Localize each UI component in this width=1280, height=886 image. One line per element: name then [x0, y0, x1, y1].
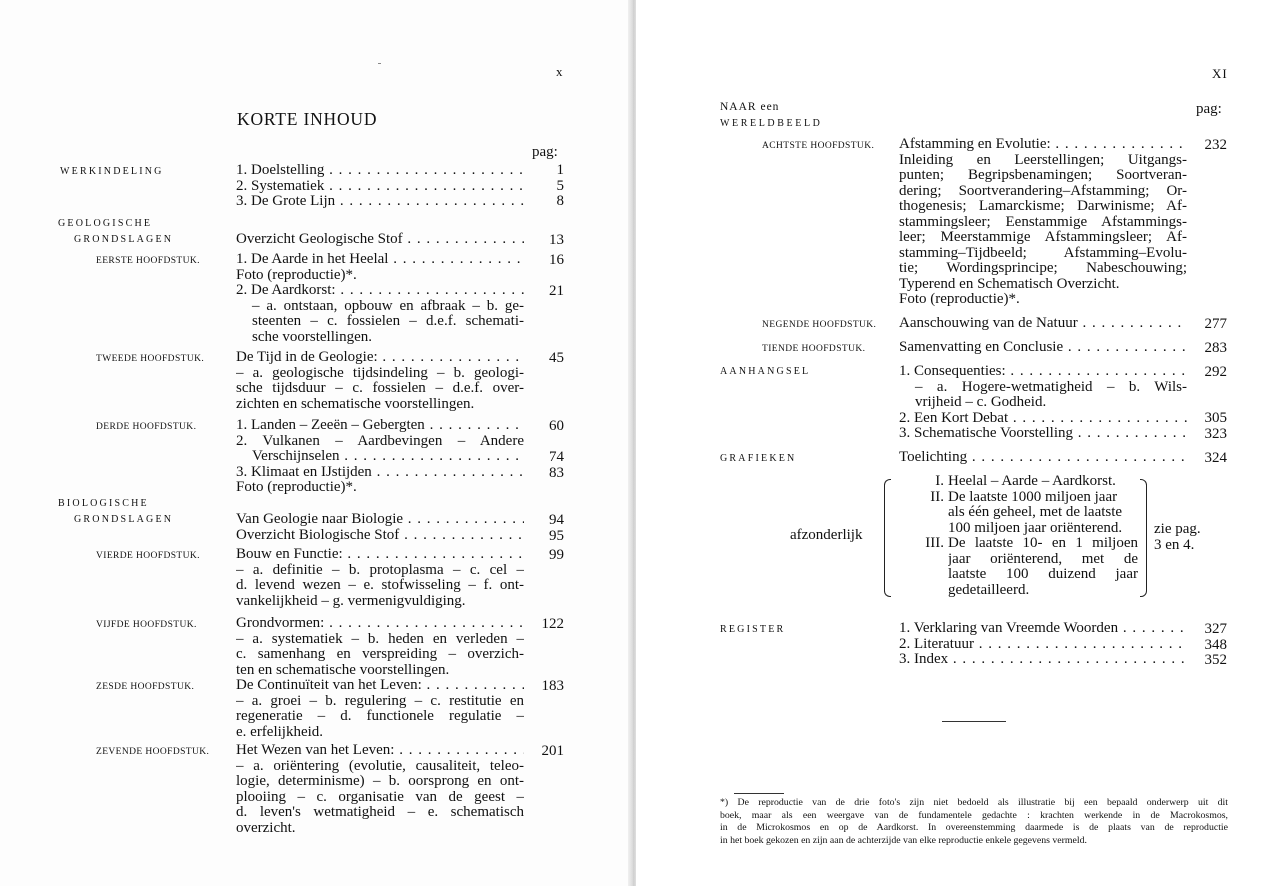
page-ref: 13 [549, 232, 564, 248]
section-label-grafieken: GRAFIEKEN [720, 453, 797, 464]
chapter-label-vierde: VIERDE HOOFDSTUK. [96, 551, 200, 561]
grafiek-item: II. De laatste 1000 miljoen jaar als één geheel, met de laatste 100 miljoen jaar oriënterend. [930, 489, 1123, 536]
section-label-geologische: GEOLOGISCHE GRONDSLAGEN [58, 218, 174, 245]
page-ref: 74 [549, 449, 564, 465]
page-ref: 95 [549, 528, 564, 544]
page-ref: 292 [1204, 364, 1227, 380]
page-ref: 323 [1204, 426, 1227, 442]
footnote: *) De reproductie van de drie foto's zijn niet bedoeld als illustratie bij een bepaald onderwerp uit dit boek, maar als een weergave van de fundamentele gedachte : krachten werkende in de Macrokosmos, in de Microkosmos en op de Aardkorst. In overeenstemming daarmede is de plaats van de reproductie in het boek gekozen en zijn aan de achterzijde van elke reproductie enkele gegevens vermeld. [720, 797, 1228, 846]
chapter-label-tiende: TIENDE HOOFDSTUK. [762, 344, 866, 354]
right-page [636, 0, 1280, 886]
page-ref: 232 [1204, 137, 1227, 153]
page-ref: 201 [541, 743, 564, 759]
section-divider [942, 721, 1006, 722]
pag-header-right: pag: [1196, 101, 1222, 117]
chapter-label-zesde: ZESDE HOOFDSTUK. [96, 682, 195, 692]
chapter-9-entry: Aanschouwing van de Natuur . . . [899, 316, 1187, 332]
toc-line: 2. Systematiek . . . [236, 179, 524, 195]
running-head-wereldbeeld: WERELDBEELD [720, 118, 823, 129]
grafieken-toelichting: Toelichting . . . [899, 450, 1187, 466]
page-ref: 352 [1204, 652, 1227, 668]
chapter-label-negende: NEGENDE HOOFDSTUK. [762, 320, 877, 330]
page-ref: 277 [1204, 316, 1227, 332]
left-page [0, 0, 630, 886]
page-ref: 122 [541, 616, 564, 632]
aanhangsel-entries: 1. Consequenties: . . . – a. Hogere-wetmatigheid – b. Wils- vrijheid – c. Godheid. 2. Een Kort Debat . . . 3. Schematische Voorstelling . . . [899, 364, 1187, 442]
grafiek-item: I. Heelal – Aarde – Aardkorst. [935, 474, 1116, 489]
section-label-werkindeling: WERKINDELING [60, 166, 164, 177]
chapter-6-entries: De Continuïteit van het Leven: . . . – a. groei – b. regulering – c. restitutie en regeneratie – d. functionele regulatie – e. erfelijkheid. [236, 678, 524, 740]
section-label-register: REGISTER [720, 624, 786, 635]
page-title: KORTE INHOUD [237, 109, 378, 129]
grafieken-list [900, 474, 1138, 598]
page-ref: 83 [549, 465, 564, 481]
page-ref: 94 [549, 512, 564, 528]
page-ref: 16 [549, 252, 564, 268]
afzonderlijk-label: afzonderlijk [790, 527, 863, 543]
chapter-7-entries: Het Wezen van het Leven: . . . – a. oriëntering (evolutie, causaliteit, teleo- logie, determinisme) – b. oorsprong en ont- plooiing – c. organisatie van de geest – d. leven's wetmatigheid – e. schematisch overzicht. [236, 743, 524, 836]
page-ref: 283 [1204, 340, 1227, 356]
grafiek-item: III. De laatste 10- en 1 miljoen jaar oriënterend, met de laatste 100 duizend jaar gedetailleerd. [925, 536, 1138, 598]
right-brace [1140, 479, 1147, 597]
page-ref: 45 [549, 350, 564, 366]
page-ref: 1 [556, 162, 564, 178]
bio-entries: Van Geologie naar Biologie . . . Overzicht Biologische Stof . . . [236, 512, 524, 543]
zie-pag-note: zie pag. 3 en 4. [1154, 521, 1201, 553]
page-ref: 348 [1204, 637, 1227, 653]
page-ref: 324 [1204, 450, 1227, 466]
chapter-label-vijfde: VIJFDE HOOFDSTUK. [96, 620, 197, 630]
left-brace [884, 479, 891, 597]
werkindeling-entries [236, 163, 524, 210]
chapter-label-achtste: ACHTSTE HOOFDSTUK. [762, 141, 875, 151]
page-ref: 305 [1204, 410, 1227, 426]
chapter-8-entries: Afstamming en Evolutie: . . . Inleiding en Leerstellingen; Uitgangs- punten; Begripsbenamingen; Soortveran- dering; Soortverandering–Afstamming; Or- thogenesis; Lamarckisme; Darwinisme; Af- stammingsleer; Eenstammige Afstammings- leer; Meerstammige Afstammingsleer; Af- stamming–Tijdbeeld; Afstamming–Evolu- tie; Wordingsprincipe; Nabeschouwing; Typerend en Schematisch Overzicht. Foto (reproductie)*. [899, 137, 1187, 308]
geo-overzicht-entry: Overzicht Geologische Stof . . . [236, 232, 524, 248]
toc-line: 1. Doelstelling . . . [236, 163, 524, 179]
werkindeling-pages [524, 163, 564, 210]
page-ref: 60 [549, 418, 564, 434]
page-number-right: XI [1212, 66, 1228, 81]
section-label-aanhangsel: AANHANGSEL [720, 366, 811, 377]
paper-speck [378, 63, 381, 64]
page-number-left: x [556, 64, 564, 79]
page-ref: 5 [556, 177, 564, 194]
page-ref: 99 [549, 547, 564, 563]
running-head-naar: NAAR een [720, 101, 780, 113]
page-ref: 8 [556, 193, 564, 209]
toc-line: 3. De Grote Lijn . . . [236, 194, 524, 210]
pag-header-left: pag: [532, 144, 558, 160]
chapter-4-entries: Bouw en Functie: . . . – a. definitie – b. protoplasma – c. cel – d. levend wezen – e. stofwisseling – f. ont- vankelijkheid – g. vermenigvuldiging. [236, 547, 524, 609]
page-ref: 327 [1204, 621, 1227, 637]
chapter-label-tweede: TWEEDE HOOFDSTUK. [96, 354, 205, 364]
chapter-1-entries: 1. De Aarde in het Heelal . . . Foto (reproductie)*. 2. De Aardkorst: . . . – a. ontstaan, opbouw en afbraak – b. ge- steenten – c. fossielen – d.e.f. schemati- sche voorstellingen. [236, 252, 524, 345]
chapter-label-zevende: ZEVENDE HOOFDSTUK. [96, 747, 210, 757]
register-entries: 1. Verklaring van Vreemde Woorden . . . 2. Literatuur . . . 3. Index . . . [899, 621, 1187, 668]
chapter-3-entries: 1. Landen – Zeeën – Gebergten . . . 2. Vulkanen – Aardbevingen – Andere Verschijnselen . . . 3. Klimaat en IJstijden . . . Foto (reproductie)*. [236, 418, 524, 496]
chapter-label-derde: DERDE HOOFDSTUK. [96, 422, 197, 432]
section-label-biologische: BIOLOGISCHE GRONDSLAGEN [58, 498, 174, 525]
page-ref: 21 [549, 283, 564, 299]
chapter-label-eerste: EERSTE HOOFDSTUK. [96, 256, 200, 266]
chapter-2-entries: De Tijd in de Geologie: . . . – a. geologische tijdsindeling – b. geologi- sche tijdsduur – c. fossielen – d.e.f. over- zichten en schematische voorstellingen. [236, 350, 524, 412]
footnote-rule [734, 793, 784, 794]
page-ref: 183 [541, 678, 564, 694]
chapter-5-entries: Grondvormen: . . . – a. systematiek – b. heden en verleden – c. samenhang en verspreiding – overzich- ten en schematische voorstellingen. [236, 616, 524, 678]
chapter-10-entry: Samenvatting en Conclusie . . . [899, 340, 1187, 356]
